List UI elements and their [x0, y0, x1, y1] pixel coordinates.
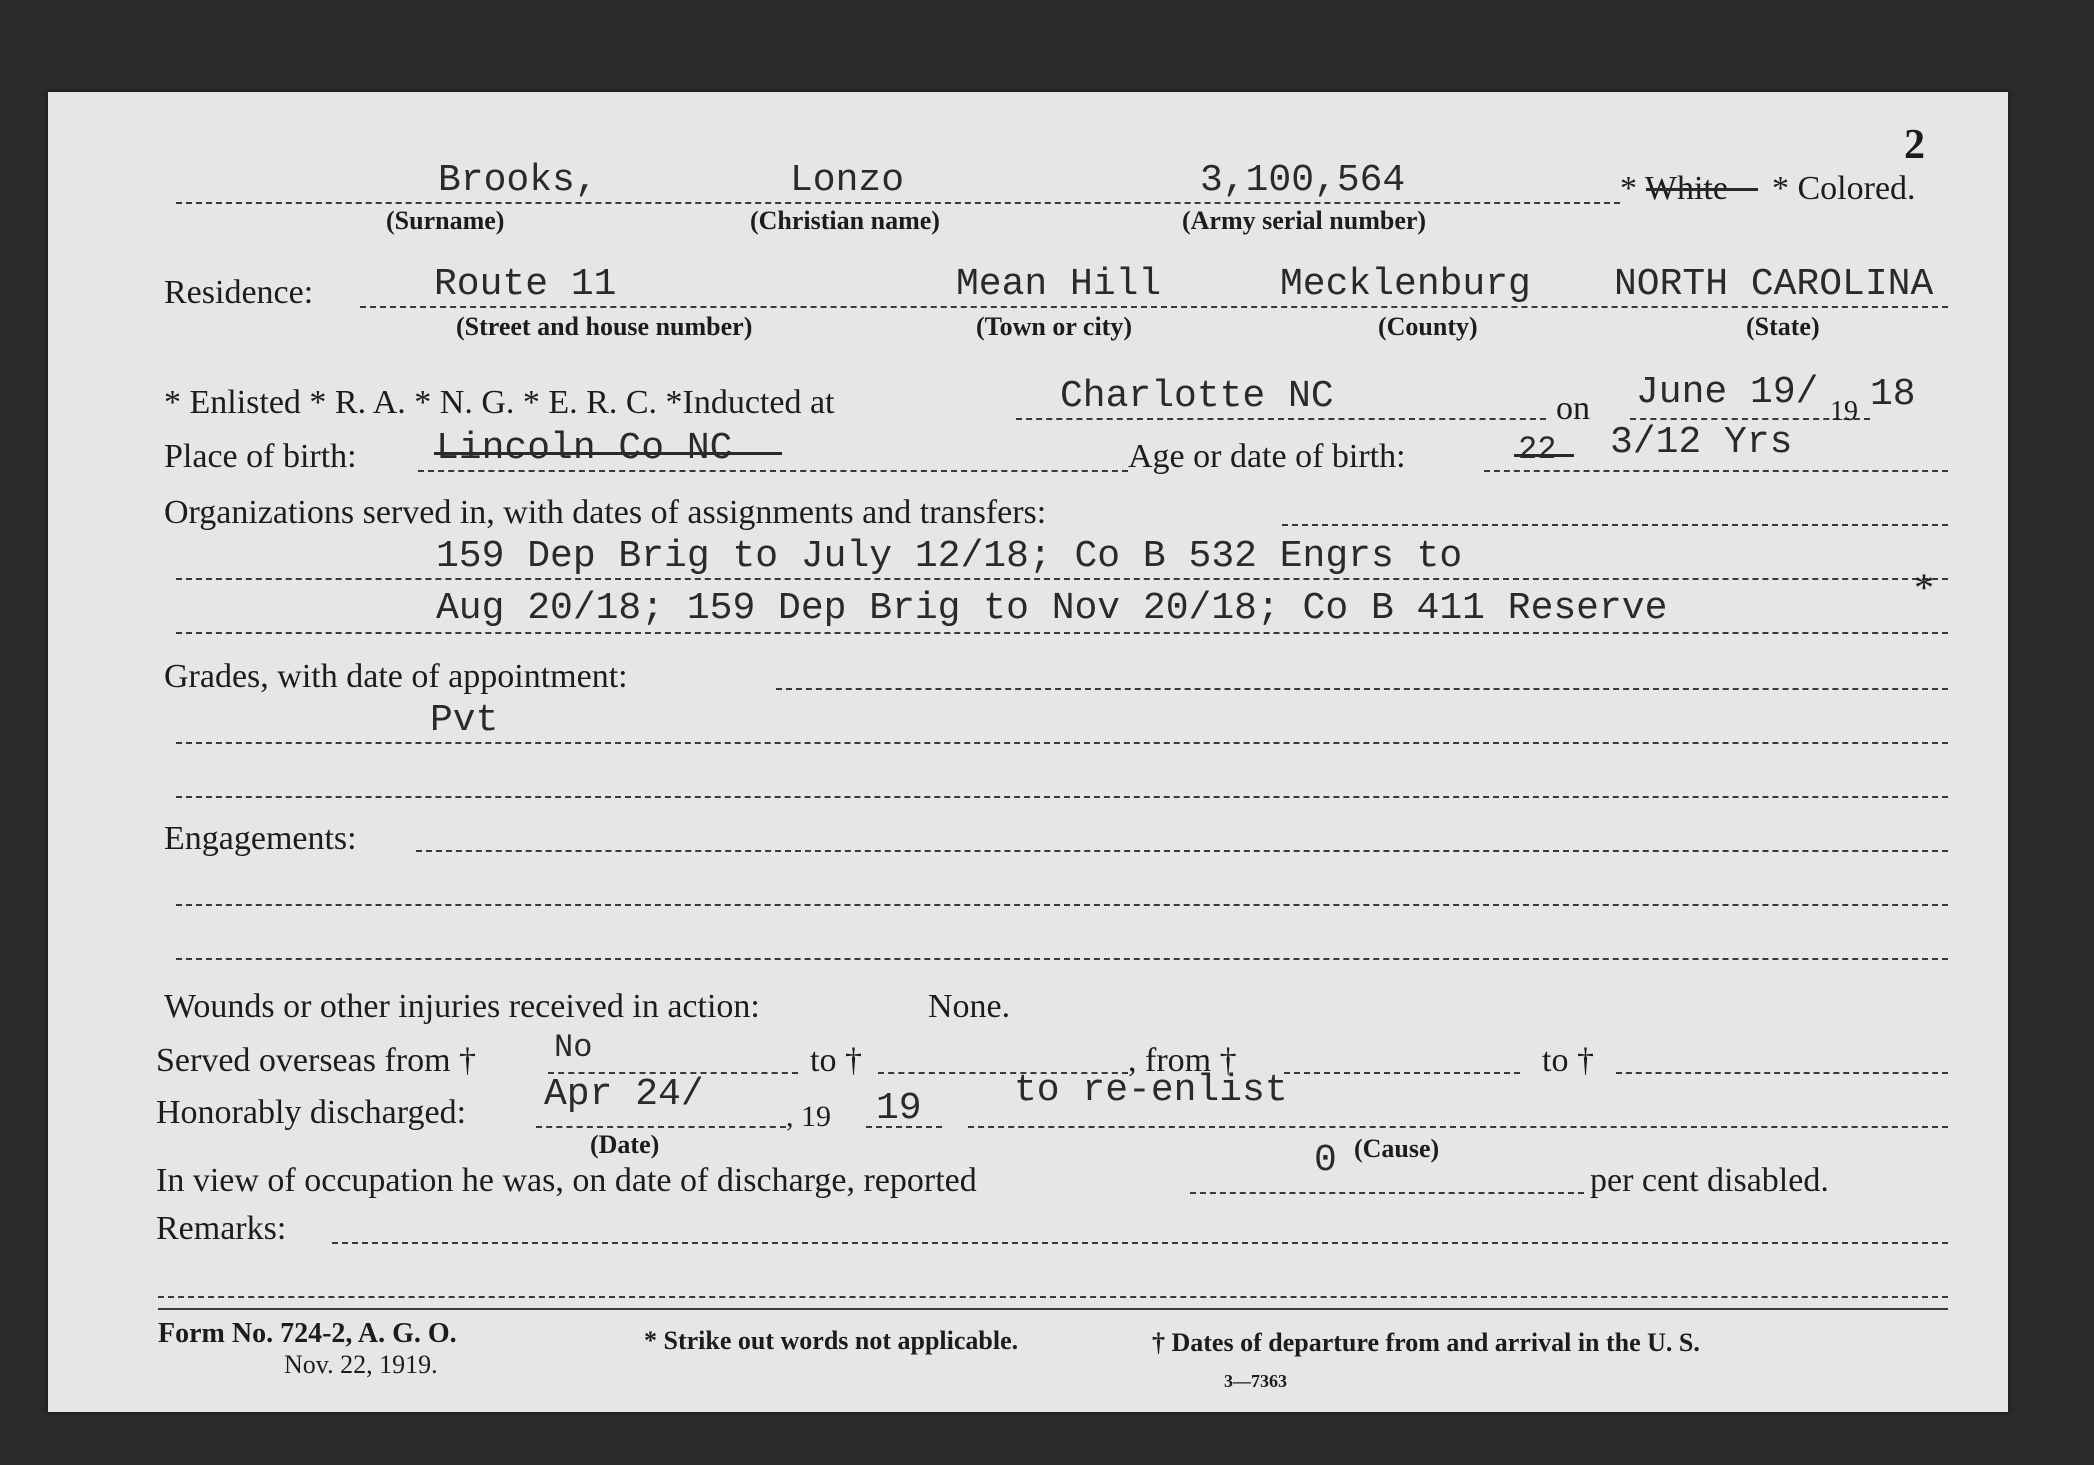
residence-state-value: NORTH CAROLINA [1614, 263, 1934, 306]
percent-line [1190, 1192, 1584, 1194]
colored-option: * Colored. [1772, 170, 1916, 207]
form-number: Form No. 724-2, A. G. O. [158, 1318, 457, 1349]
place-of-birth-line [418, 470, 1128, 472]
enlistment-type-label: * Enlisted * R. A. * N. G. * E. R. C. *Inducted at [164, 384, 835, 421]
overseas-to2-line [1616, 1072, 1948, 1074]
town-caption: (Town or city) [976, 312, 1132, 341]
residence-town-value: Mean Hill [956, 263, 1162, 306]
percent-disabled-value: 0 [1314, 1139, 1337, 1182]
wounds-value: None. [928, 988, 1011, 1025]
grades-label: Grades, with date of appointment: [164, 658, 628, 695]
inducted-year-prefix: 19 [1830, 396, 1858, 427]
residence-county-value: Mecklenburg [1280, 263, 1531, 306]
age-line [1484, 470, 1948, 472]
age-extra-value: 3/12 Yrs [1610, 421, 1793, 464]
date-caption: (Date) [590, 1130, 660, 1159]
street-caption: (Street and house number) [456, 312, 753, 341]
dates-note: † Dates of departure from and arrival in the U. S. [1152, 1328, 1700, 1357]
discharge-year-value: 19 [876, 1087, 922, 1130]
serial-number-value: 3,100,564 [1200, 159, 1406, 202]
overseas-from-value: No [554, 1029, 593, 1066]
inducted-on-value: June 19/ [1636, 371, 1819, 414]
organizations-label: Organizations served in, with dates of assignments and transfers: [164, 494, 1047, 531]
cause-caption: (Cause) [1354, 1134, 1440, 1163]
print-code: 3—7363 [1224, 1371, 1287, 1391]
engagements-line-0 [416, 850, 1948, 852]
remarks-line-1 [158, 1296, 1948, 1298]
organization-entry: Aug 20/18; 159 Dep Brig to Nov 20/18; Co B 411 Reserve [436, 587, 1668, 630]
county-caption: (County) [1378, 312, 1478, 341]
age-strikeout [1514, 454, 1574, 457]
form-date: Nov. 22, 1919. [284, 1350, 438, 1379]
white-option: * White [1620, 170, 1728, 207]
christian-name-value: Lonzo [790, 159, 905, 202]
state-caption: (State) [1746, 312, 1820, 341]
surname-value: Brooks, [438, 159, 598, 202]
surname-caption: (Surname) [386, 206, 505, 235]
engagements-line-1 [176, 904, 1948, 906]
residence-street-value: Route 11 [434, 263, 617, 306]
served-overseas-label: Served overseas from † [156, 1042, 477, 1079]
overseas-to2-label: to † [1542, 1042, 1594, 1079]
engagements-line-2 [176, 958, 1948, 960]
christian-name-caption: (Christian name) [750, 206, 940, 235]
place-of-birth-value: Lincoln Co NC [436, 427, 733, 470]
inducted-year-value: 18 [1870, 373, 1916, 416]
grade-value: Pvt [430, 699, 499, 742]
organizations-line-0 [1282, 524, 1948, 526]
overseas-to-label: to † [810, 1042, 862, 1079]
organizations-line-1 [176, 578, 1948, 580]
discharge-year-prefix: , 19 [786, 1100, 831, 1133]
inducted-on-label: on [1556, 390, 1590, 427]
footer-rule [158, 1308, 1948, 1310]
remarks-label: Remarks: [156, 1210, 287, 1247]
inducted-at-value: Charlotte NC [1060, 375, 1334, 418]
name-line [176, 202, 1620, 204]
grades-line-0 [776, 688, 1948, 690]
percent-label: per cent disabled. [1590, 1162, 1829, 1199]
strike-note: * Strike out words not applicable. [644, 1326, 1019, 1355]
serial-number-caption: (Army serial number) [1182, 206, 1427, 235]
muster-card [48, 92, 2008, 1412]
place-of-birth-strikeout [434, 452, 782, 455]
discharged-label: Honorably discharged: [156, 1094, 467, 1131]
age-value: 22 [1518, 431, 1557, 468]
grades-line-1 [176, 742, 1948, 744]
remarks-line-0 [332, 1242, 1948, 1244]
organizations-line-2 [176, 632, 1948, 634]
discharge-date-value: Apr 24/ [544, 1073, 704, 1116]
place-of-birth-label: Place of birth: [164, 438, 357, 475]
card-number: 2 [1904, 122, 1925, 168]
grades-line-2 [176, 796, 1948, 798]
discharge-date-line [536, 1126, 786, 1128]
discharge-cause-value: to re-enlist [1014, 1069, 1288, 1112]
overseas-from2-line [1284, 1072, 1520, 1074]
organization-entry: 159 Dep Brig to July 12/18; Co B 532 Engrs to [436, 535, 1463, 578]
organization-star: * [1914, 565, 1934, 610]
age-label: Age or date of birth: [1128, 438, 1406, 475]
overseas-from2-label: , from † [1128, 1042, 1237, 1079]
residence-line [360, 306, 1948, 308]
inducted-at-line [1016, 418, 1546, 420]
discharge-cause-line [968, 1126, 1948, 1128]
engagements-label: Engagements: [164, 820, 357, 857]
white-strikeout [1646, 188, 1758, 191]
occupation-label: In view of occupation he was, on date of discharge, reported [156, 1162, 977, 1199]
residence-label: Residence: [164, 274, 314, 311]
wounds-label: Wounds or other injuries received in action: [164, 988, 760, 1025]
